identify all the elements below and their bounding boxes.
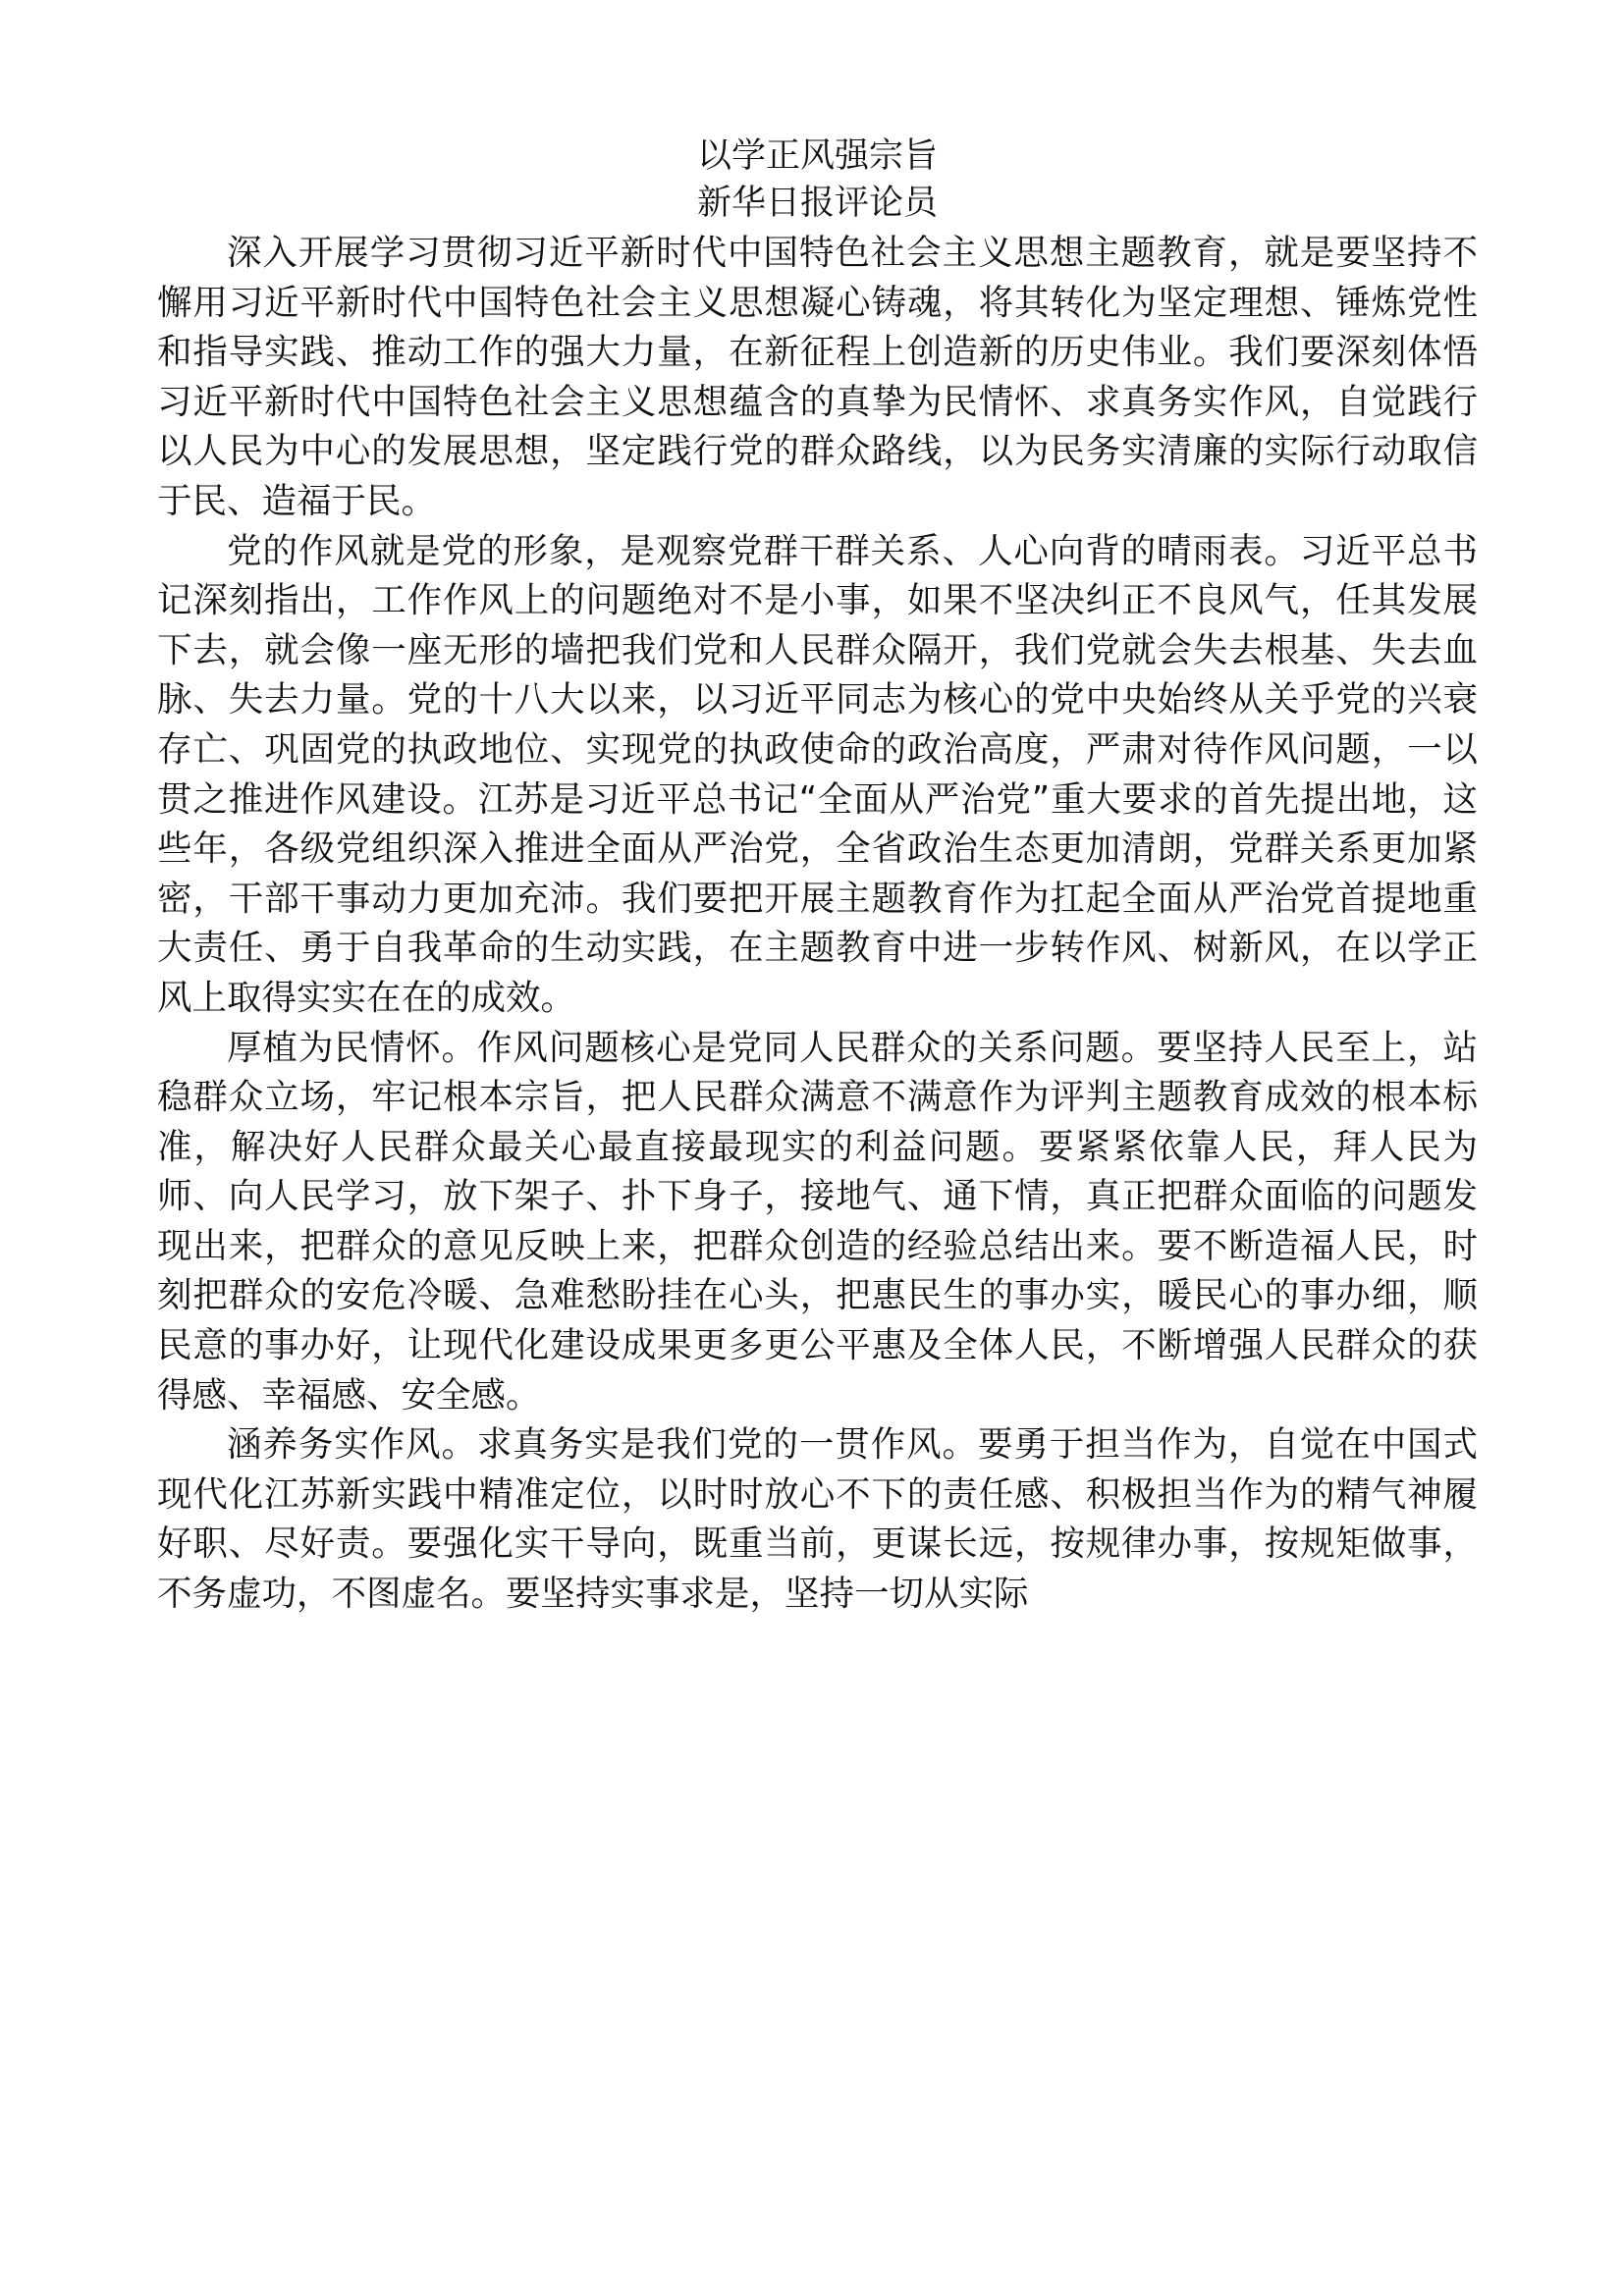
paragraph-people-first: 厚植为民情怀。作风问题核心是党同人民群众的关系问题。要坚持人民至上，站稳群众立场，牢记根本宗旨，把人民群众满意不满意作为评判主题教育成效的根本标准，解决好人民群众最关心最直接最现实的利益问题。要紧紧依靠人民，拜人民为师、向人民学习，放下架子、扑下身子，接地气、通下情，真正把群众面临的问题发现出来，把群众的意见反映上来，把群众创造的经验总结出来。要不断造福人民，时刻把群众的安危冷暖、急难愁盼挂在心头，把惠民生的事办实，暖民心的事办细，顺民意的事办好，让现代化建设成果更多更公平惠及全体人民，不断增强人民群众的获得感、幸福感、安全感。	[157, 1027, 1478, 1415]
document-byline: 新华日报评论员	[696, 184, 938, 223]
document-page	[157, 133, 1478, 1620]
document-title: 以学正风强宗旨	[696, 136, 938, 176]
paragraph-party-style: 党的作风就是党的形象，是观察党群干群关系、人心向背的晴雨表。习近平总书记深刻指出，工作作风上的问题绝对不是小事，如果不坚决纠正不良风气，任其发展下去，就会像一座无形的墙把我们党和人民群众隔开，我们党就会失去根基、失去血脉、失去力量。党的十八大以来，以习近平同志为核心的党中央始终从关乎党的兴衰存亡、巩固党的执政地位、实现党的执政使命的政治高度，严肃对待作风问题，一以贯之推进作风建设。江苏是习近平总书记“全面从严治党”重大要求的首先提出地，这些年，各级党组织深入推进全面从严治党，全省政治生态更加清朗，党群关系更加紧密，干部干事动力更加充沛。我们要把开展主题教育作为扛起全面从严治党首提地重大责任、勇于自我革命的生动实践，在主题教育中进一步转作风、树新风，在以学正风上取得实实在在的成效。	[157, 530, 1478, 1018]
paragraph-practical-style: 涵养务实作风。求真务实是我们党的一贯作风。要勇于担当作为，自觉在中国式现代化江苏新实践中精准定位，以时时放心不下的责任感、积极担当作为的精气神履好职、尽好责。要强化实干导向，既重当前，更谋长远，按规律办事，按规矩做事，不务虚功，不图虚名。要坚持实事求是，坚持一切从实际	[157, 1424, 1478, 1615]
paragraph-intro: 深入开展学习贯彻习近平新时代中国特色社会主义思想主题教育，就是要坚持不懈用习近平新时代中国特色社会主义思想凝心铸魂，将其转化为坚定理想、锤炼党性和指导实践、推动工作的强大力量，在新征程上创造新的历史伟业。我们要深刻体悟习近平新时代中国特色社会主义思想蕴含的真挚为民情怀、求真务实作风，自觉践行以人民为中心的发展思想，坚定践行党的群众路线，以为民务实清廉的实际行动取信于民、造福于民。	[157, 233, 1478, 521]
